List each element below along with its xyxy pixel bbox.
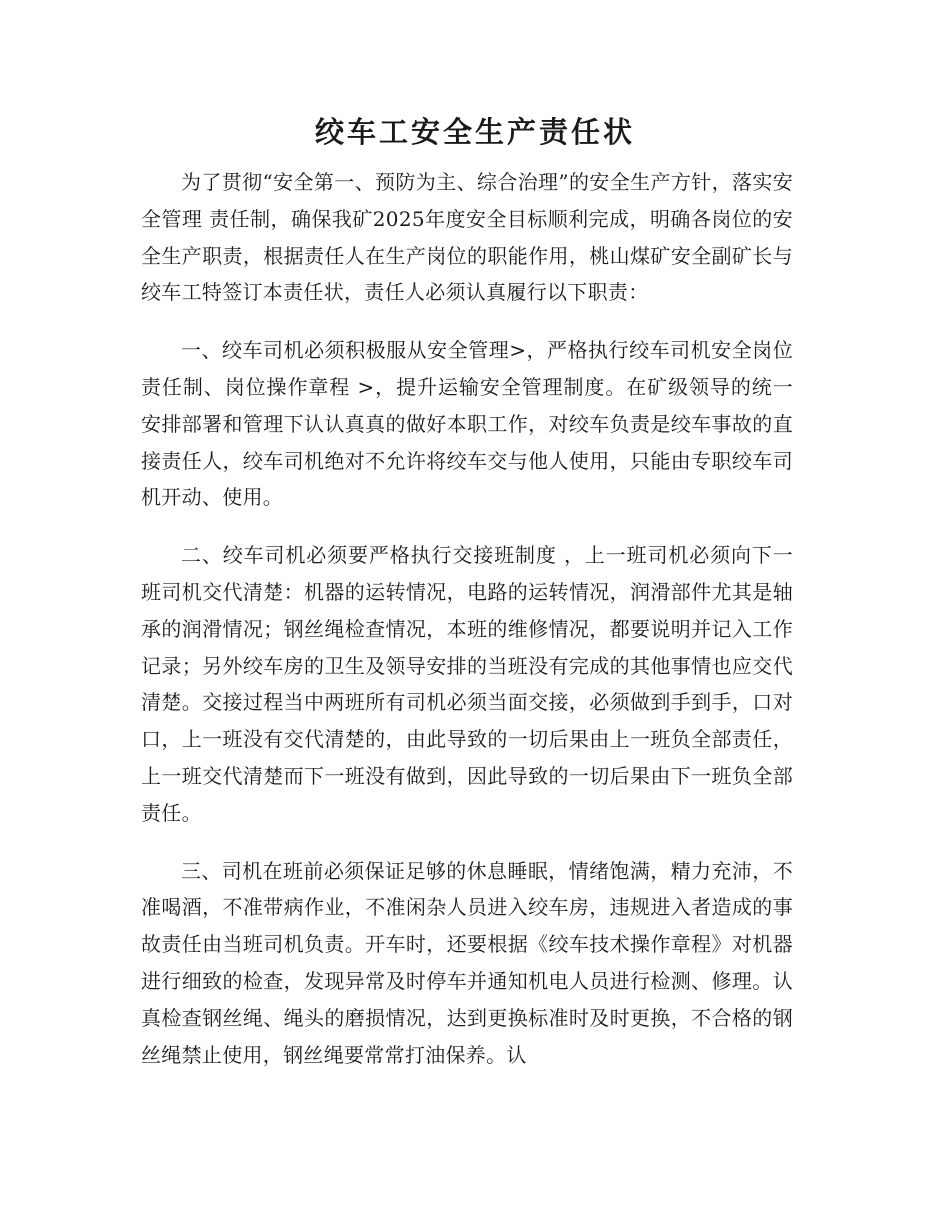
document-title: 绞车工安全生产责任状 xyxy=(314,115,635,149)
intro-paragraph: 为了贯彻“安全第一、预防为主、综合治理”的安全生产方针，落实安全管理 责任制，确保我矿2025年度安全目标顺利完成，明确各岗位的安全生产职责，根据责任人在生产岗位的职能作用，桃山煤矿安全副矿长与绞车工特签订本责任状，责任人必须认真履行以下职责： xyxy=(141,170,793,305)
clause-paragraph-2: 二、绞车司机必须要严格执行交接班制度 ，上一班司机必须向下一班司机交代清楚：机器的运转情况，电路的运转情况，润滑部件尤其是轴承的润滑情况；钢丝绳检查情况，本班的维修情况，都要说明并记入工作记录；另外绞车房的卫生及领导安排的当班没有完成的其他事情也应交代清楚。交接过程当中两班所有司机必须当面交接，必须做到手到手，口对口，上一班没有交代清楚的，由此导致的一切后果由上一班负全部责任，上一班交代清楚而下一班没有做到，因此导致的一切后果由下一班负全部责任。 xyxy=(141,543,793,825)
document-body xyxy=(141,164,793,1073)
clause-paragraph-1: 一、绞车司机必须积极服从安全管理>，严格执行绞车司机安全岗位责任制、岗位操作章程 >，提升运输安全管理制度。在矿级领导的统一安排部署和管理下认认真真的做好本职工作，对绞车负责是绞车事故的直接责任人，绞车司机绝对不允许将绞车交与他人使用，只能由专职绞车司机开动、使用。 xyxy=(141,338,793,510)
clause-paragraph-3: 三、司机在班前必须保证足够的休息睡眠，情绪饱满，精力充沛，不准喝酒，不准带病作业，不准闲杂人员进入绞车房，违规进入者造成的事故责任由当班司机负责。开车时，还要根据《绞车技术操作章程》对机器进行细致的检查，发现异常及时停车并通知机电人员进行检测、修理。认真检查钢丝绳、绳头的磨损情况，达到更换标准时及时更换，不合格的钢丝绳禁止使用，钢丝绳要常常打油保养。认 xyxy=(141,858,793,1067)
